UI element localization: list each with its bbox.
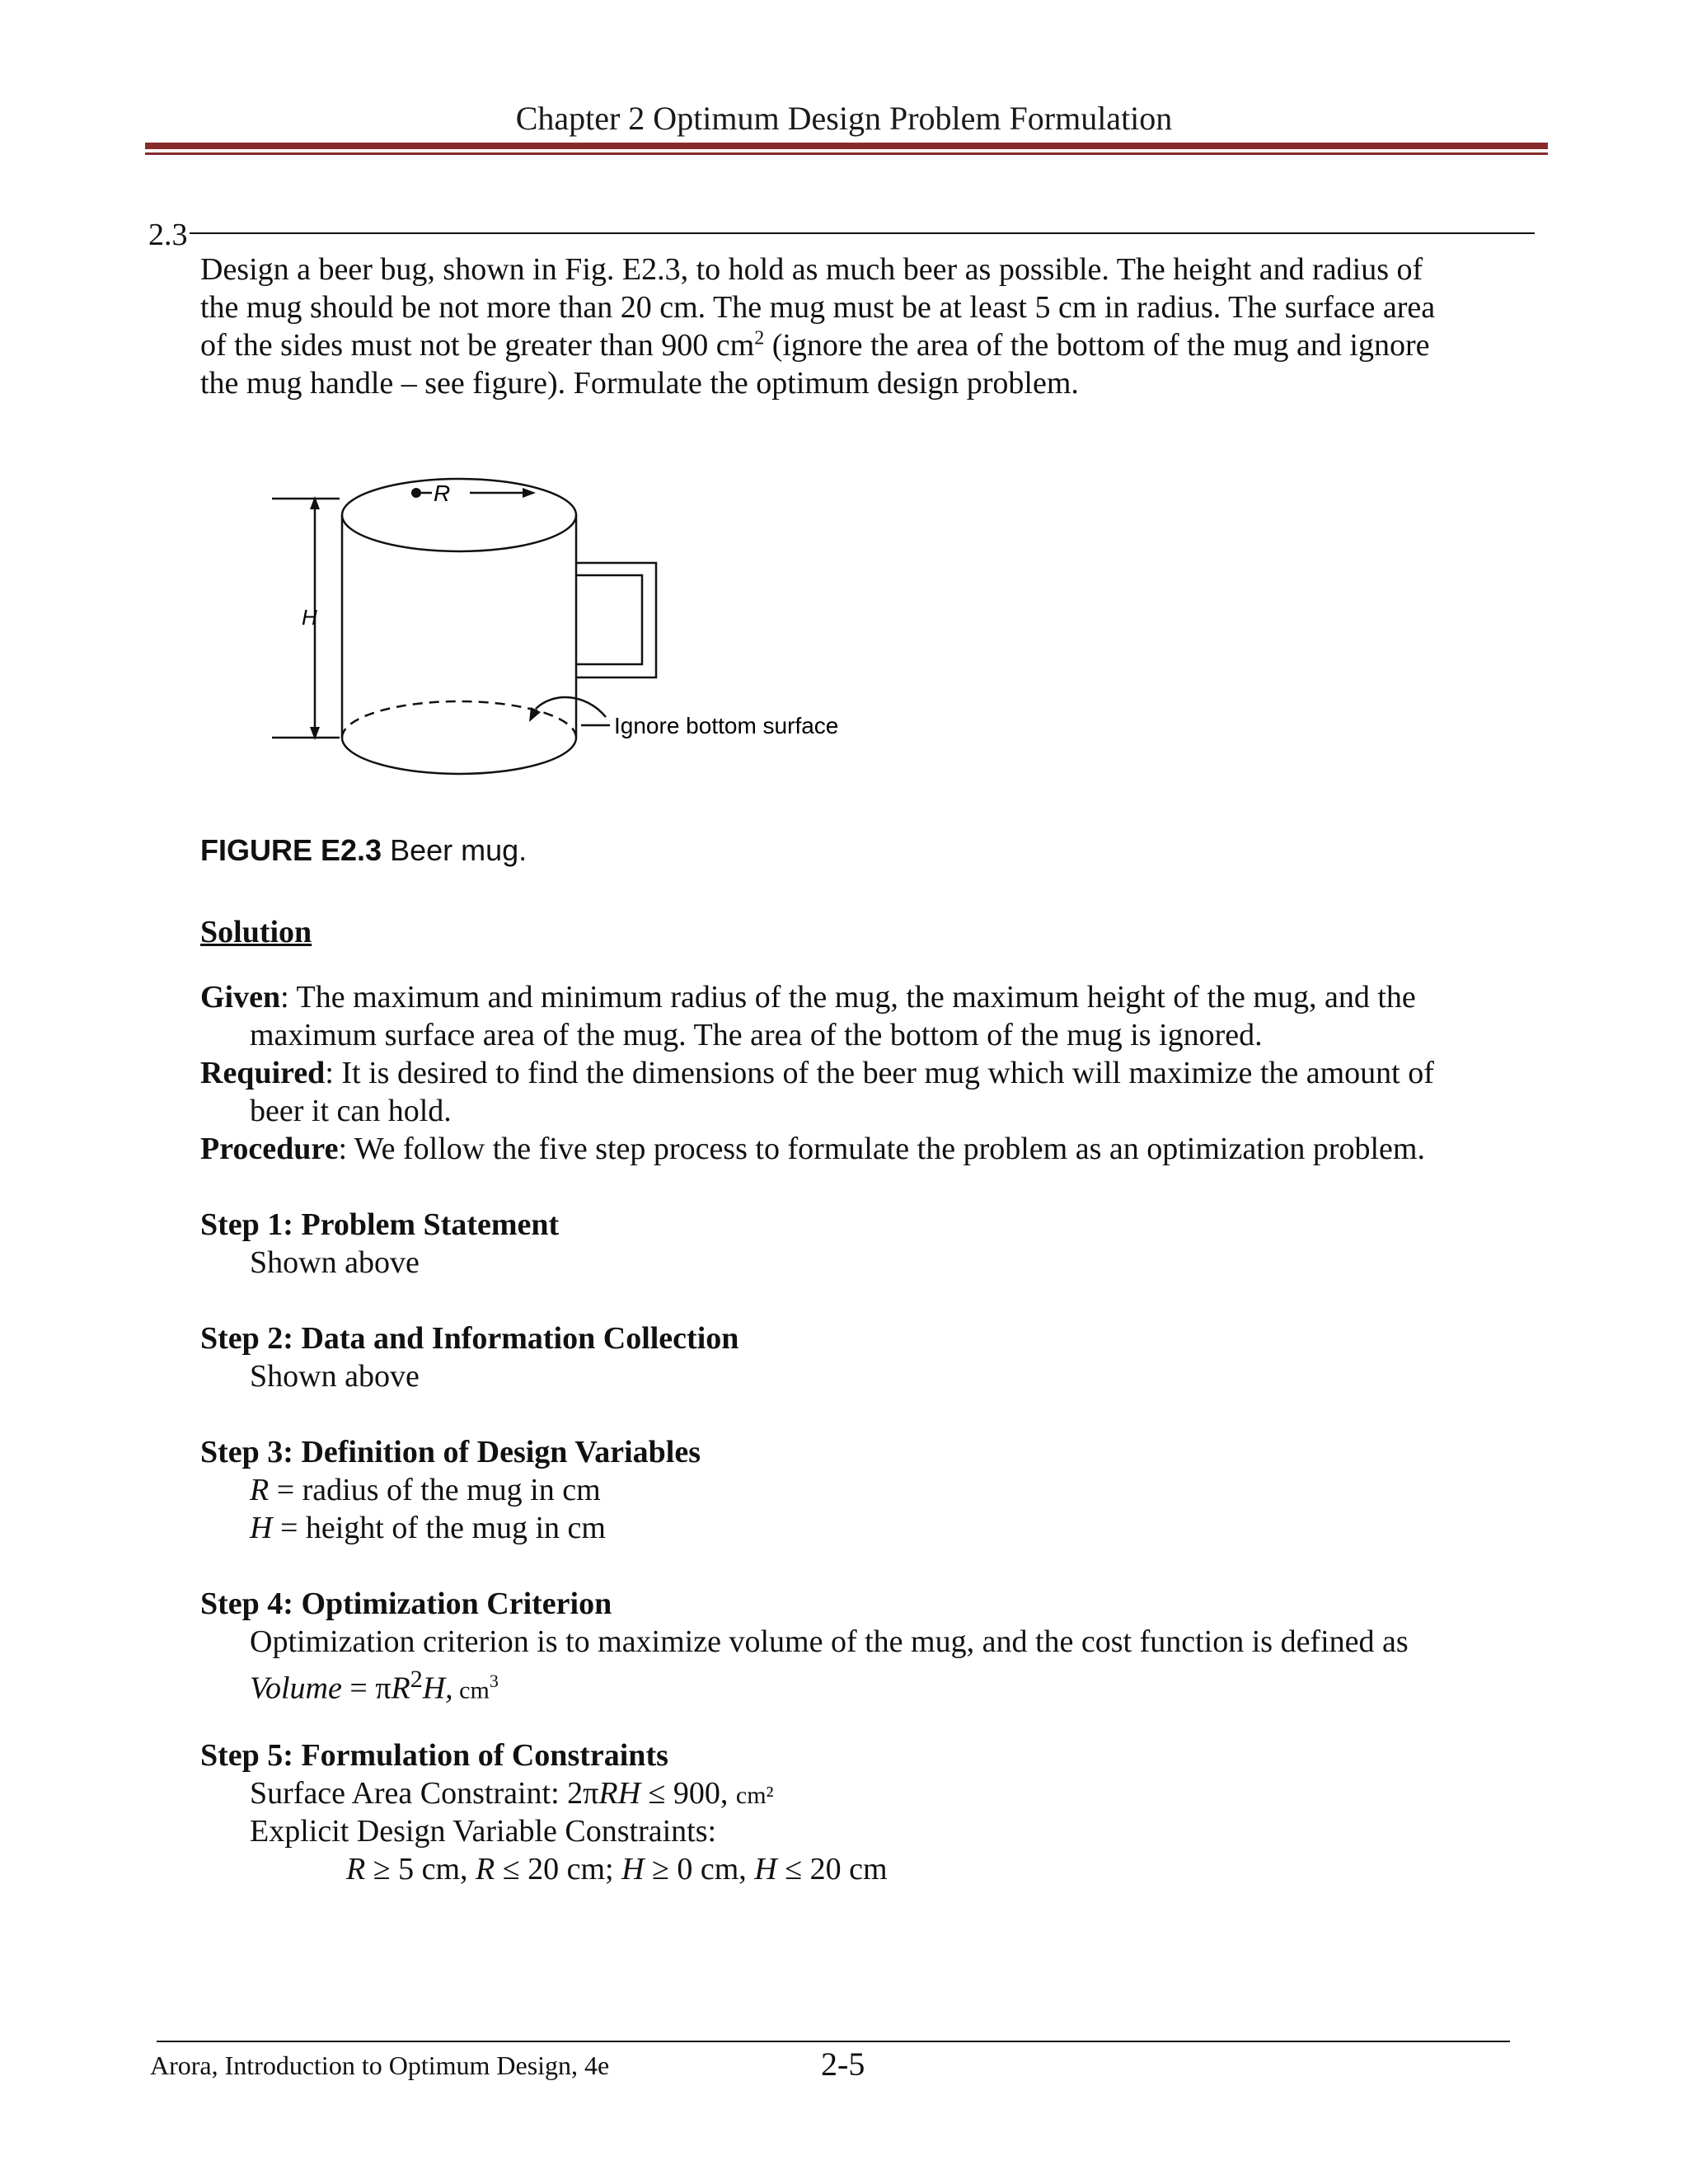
problem-rule xyxy=(190,232,1535,234)
figure-caption: FIGURE E2.3 Beer mug. xyxy=(200,833,528,867)
statement-line: the mug should be not more than 20 cm. The mug must be at least 5 cm in radius. The surface area xyxy=(200,290,1436,325)
step3-r-def: R = radius of the mug in cm xyxy=(250,1473,601,1507)
statement-line: the mug handle – see figure). Formulate the optimum design problem. xyxy=(200,366,1079,401)
step2-line: Shown above xyxy=(250,1359,420,1394)
procedure-paragraph: Procedure: We follow the five step process to formulate the problem as an optimization problem. xyxy=(200,1132,1425,1166)
step3-title: Step 3: Definition of Design Variables xyxy=(200,1435,701,1469)
mug-bottom-front xyxy=(342,738,576,774)
label-h: H xyxy=(302,605,317,630)
radius-arrowhead xyxy=(523,488,536,498)
step5-explicit-constraints: R ≥ 5 cm, R ≤ 20 cm; H ≥ 0 cm, H ≤ 20 cm xyxy=(346,1852,888,1886)
step4-title: Step 4: Optimization Criterion xyxy=(200,1586,612,1621)
statement-line: Design a beer bug, shown in Fig. E2.3, to hold as much beer as possible. The height and radius of xyxy=(200,252,1423,287)
mug-handle-inner xyxy=(576,575,642,664)
header-rule xyxy=(145,143,1548,149)
center-dot xyxy=(411,488,421,498)
problem-statement xyxy=(200,251,1544,402)
footer-rule xyxy=(157,2041,1510,2042)
statement-line: of the sides must not be greater than 900 $cm^2$ (ignore the area of the bottom of the mug and ignore xyxy=(200,327,1430,363)
page-number: 2-5 xyxy=(821,2046,865,2083)
mug-bottom-back xyxy=(342,701,576,738)
chapter-title: Chapter 2 Optimum Design Problem Formulation xyxy=(515,100,1173,137)
label-r: R xyxy=(434,480,451,506)
step5-title: Step 5: Formulation of Constraints xyxy=(200,1738,668,1773)
footer-book-title: Arora, Introduction to Optimum Design, 4e xyxy=(150,2050,610,2080)
required-paragraph: Required: It is desired to find the dimensions of the beer mug which will maximize the amount of beer it can hold. xyxy=(200,1056,1434,1128)
step4-line: Optimization criterion is to maximize volume of the mug, and the cost function is defined as xyxy=(250,1624,1409,1659)
annotation-arrowhead xyxy=(529,707,541,722)
mug-top-ellipse xyxy=(342,479,576,551)
given-paragraph: Given: The maximum and minimum radius of the mug, the maximum height of the mug, and the maximum surface area of the mug. The area of the bottom of the mug is ignored. xyxy=(200,980,1416,1052)
step2-title: Step 2: Data and Information Collection xyxy=(200,1321,739,1356)
step1-line: Shown above xyxy=(250,1245,420,1280)
solution-heading: Solution xyxy=(200,915,312,949)
step1-title: Step 1: Problem Statement xyxy=(200,1207,560,1242)
problem-number: 2.3 xyxy=(148,218,188,252)
step5-surface-constraint: Surface Area Constraint: 2πRH ≤ 900, cm² xyxy=(250,1776,774,1811)
header-rule-thin xyxy=(145,152,1548,155)
mug-handle-outer xyxy=(576,563,656,677)
step4-volume-equation: Volume = $\pi R^2H$, $cm^3$ xyxy=(250,1666,499,1706)
annotation-text: Ignore bottom surface xyxy=(614,713,839,738)
beer-mug-figure xyxy=(247,445,907,808)
step3-h-def: H = height of the mug in cm xyxy=(250,1511,606,1545)
step5-explicit-label: Explicit Design Variable Constraints: xyxy=(250,1814,717,1849)
